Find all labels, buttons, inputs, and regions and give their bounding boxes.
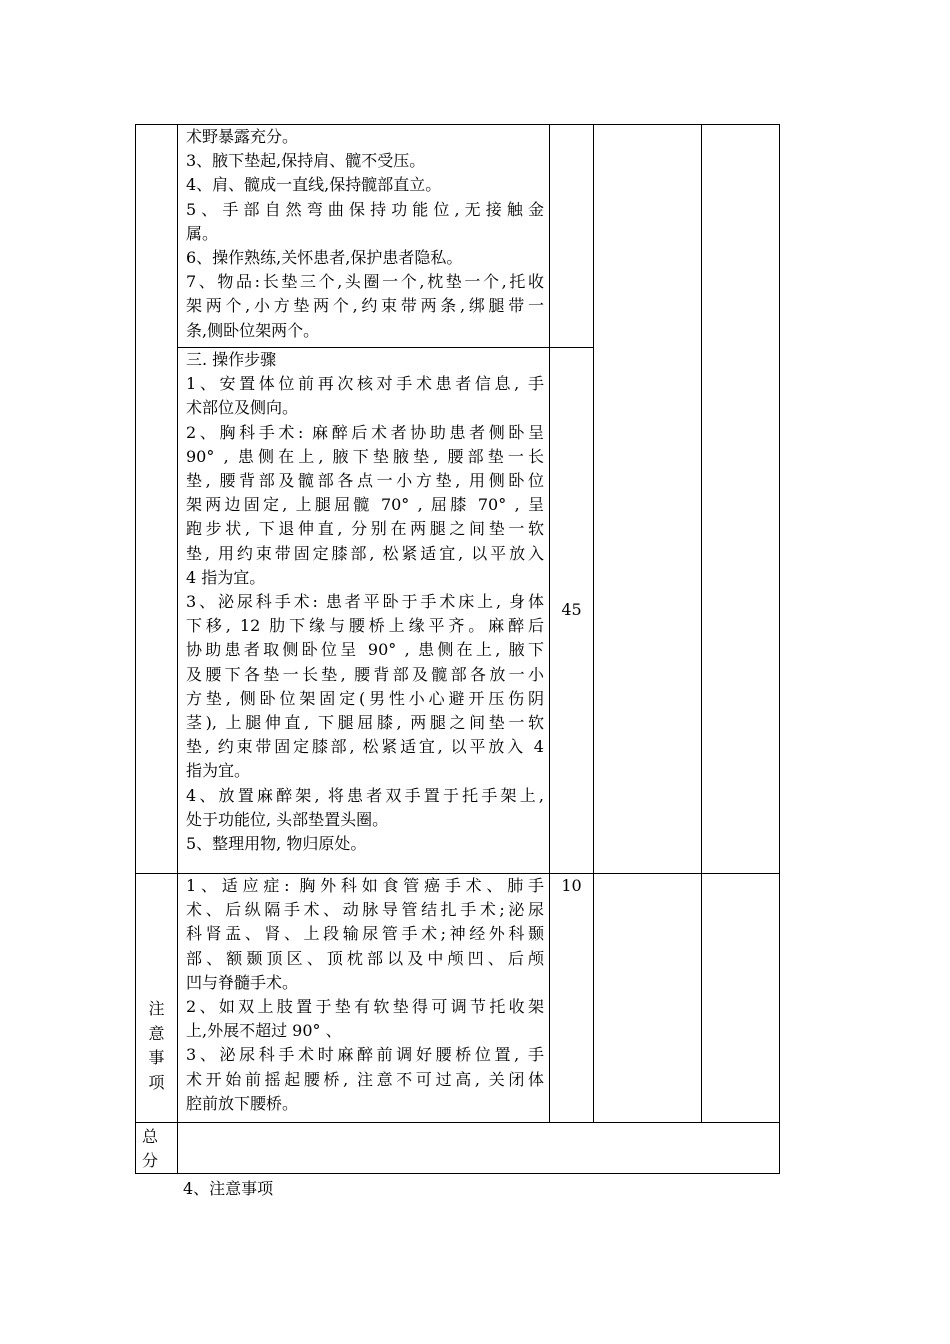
text-line: 1、安置体位前再次核对手术患者信息, 手 <box>186 374 544 394</box>
text-line: 90° , 患侧在上, 腋下垫腋垫, 腰部垫一长 <box>186 446 544 466</box>
text-line: 1、适应症: 胸外科如食管癌手术、肺手 <box>186 876 544 895</box>
precautions-text <box>178 874 550 1123</box>
text-line: 架两边固定, 上腿屈髋 70° , 屈膝 70° , 呈 <box>186 495 544 515</box>
category-char: 事 <box>148 1048 165 1067</box>
remarks-cell <box>702 125 780 874</box>
text-line: 垫, 腰背部及髋部各点一小方垫, 用侧卧位 <box>186 471 544 491</box>
text-line: 及腰下各垫一长垫, 腰背部及髋部各放一小 <box>186 664 544 684</box>
text-line: 3、泌尿科手术: 患者平卧于手术床上, 身体 <box>186 592 544 612</box>
text-line: 5、整理用物, 物归原处。 <box>186 834 367 854</box>
text-line: 术开始前摇起腰桥, 注意不可过高, 关闭体 <box>186 1069 544 1089</box>
evaluation-cell <box>594 125 702 874</box>
text-line: 属。 <box>186 223 219 243</box>
evaluation-cell <box>594 874 702 1123</box>
total-char: 总 <box>142 1127 159 1146</box>
section-heading-precautions: 4、注意事项 <box>183 1179 274 1198</box>
text-line: 方垫, 侧卧位架固定(男性小心避开压伤阴 <box>186 688 544 708</box>
text-line: 2、如双上肢置于垫有软垫得可调节托收架 <box>186 997 544 1017</box>
operation-steps-text <box>178 348 550 874</box>
text-line: 部、额颞顶区、顶枕部以及中颅凹、后颅 <box>186 948 544 968</box>
text-line: 3、腋下垫起,保持肩、髋不受压。 <box>186 151 426 171</box>
category-cell <box>136 125 178 874</box>
text-line: 垫, 用约束带固定膝部, 松紧适宜, 以平放入 <box>186 543 544 563</box>
text-line: 下移, 12 肋下缘与腰桥上缘平齐。麻醉后 <box>186 616 544 636</box>
total-char: 分 <box>142 1151 159 1170</box>
category-char: 注 <box>148 999 165 1018</box>
text-line: 凹与脊髓手术。 <box>186 972 299 992</box>
section-heading: 三. 操作步骤 <box>186 350 277 369</box>
text-line: 5、手部自然弯曲保持功能位,无接触金 <box>186 199 544 219</box>
text-line: 7、物品:长垫三个,头圈一个,枕垫一个,托收 <box>186 272 544 292</box>
text-line: 垫, 约束带固定膝部, 松紧适宜, 以平放入 4 <box>186 737 544 757</box>
score-cell <box>550 348 594 874</box>
score-cell <box>550 874 594 1123</box>
remarks-cell <box>702 874 780 1123</box>
category-char: 意 <box>148 1023 165 1043</box>
text-line: 术部位及侧向。 <box>186 398 299 418</box>
text-line: 处于功能位, 头部垫置头圈。 <box>186 809 389 829</box>
row-total <box>136 1123 780 1174</box>
text-line: 4、放置麻醉架, 将患者双手置于托手架上, <box>186 785 544 805</box>
text-line: 上,外展不超过 90° 、 <box>186 1021 342 1041</box>
text-line: 2、胸科手术: 麻醉后术者协助患者侧卧呈 <box>186 422 544 442</box>
text-line: 指为宜。 <box>186 761 251 781</box>
scoring-table <box>135 124 780 1174</box>
category-char: 项 <box>148 1072 165 1092</box>
text-line: 术、后纵隔手术、动脉导管结扎手术;泌尿 <box>186 900 544 920</box>
text-line: 4 指为宜。 <box>186 567 266 587</box>
score-value: 45 <box>561 600 582 620</box>
text-line: 科肾盂、肾、上段输尿管手术;神经外科颞 <box>186 924 544 944</box>
text-line: 条,侧卧位架两个。 <box>186 320 320 340</box>
total-label-cell <box>136 1123 178 1174</box>
total-value-cell <box>178 1123 780 1174</box>
text-line: 茎), 上腿伸直, 下腿屈膝, 两腿之间垫一软 <box>186 713 544 733</box>
text-line: 术野暴露充分。 <box>186 127 299 146</box>
text-line: 3、泌尿科手术时麻醉前调好腰桥位置, 手 <box>186 1045 544 1065</box>
row-precautions <box>136 874 780 1123</box>
text-line: 协助患者取侧卧位呈 90° , 患侧在上, 腋下 <box>186 640 544 660</box>
text-line: 4、肩、髋成一直线,保持髋部直立。 <box>186 175 442 195</box>
text-line: 跑步状, 下退伸直, 分别在两腿之间垫一软 <box>186 519 544 539</box>
text-line: 6、操作熟练,关怀患者,保护患者隐私。 <box>186 248 463 268</box>
text-line: 架两个,小方垫两个,约束带两条,绑腿带一 <box>186 296 544 316</box>
score-value: 10 <box>561 876 582 895</box>
requirements-text <box>178 125 550 348</box>
row-requirements <box>136 125 780 348</box>
category-cell <box>136 874 178 1123</box>
text-line: 腔前放下腰桥。 <box>186 1093 299 1113</box>
score-cell <box>550 125 594 348</box>
